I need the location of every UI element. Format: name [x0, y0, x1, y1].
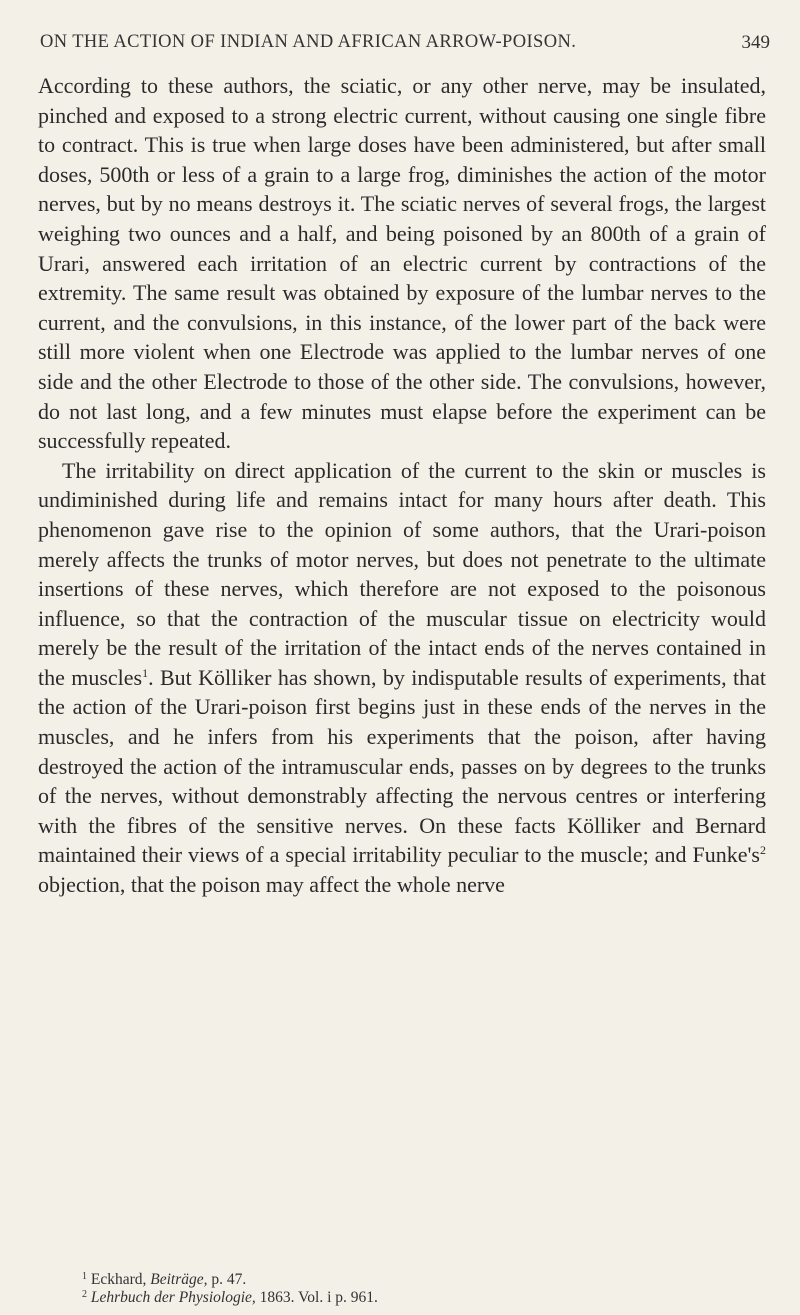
running-title: ON THE ACTION OF INDIAN AND AFRICAN ARROW-POISON.	[40, 32, 577, 52]
footnote-2-work: Lehrbuch der Physiologie,	[90, 1289, 256, 1306]
footnote-2-marker: 2	[82, 1289, 87, 1300]
footnote-2-rest: 1863. Vol. i p. 961.	[259, 1289, 378, 1306]
paragraph-2	[38, 456, 766, 900]
footnote-1-rest: p. 47.	[211, 1271, 247, 1288]
footnote-2	[82, 1289, 772, 1307]
paragraph-1: According to these authors, the sciatic, or any other nerve, may be insulated, pinched and exposed to a strong electric current, without causing one single fibre to contract. This is true when large doses have been administered, but after small doses, 500th or less of a grain to a large frog, diminishes the action of the motor nerves, but by no means destroys it. The sciatic nerves of several frogs, the largest weighing two ounces and a half, and being poisoned by an 800th of a grain of Urari, answered each irritation of an electric current by contractions of the extremity. The same result was obtained by exposure of the lumbar nerves to the current, and the convulsions, in this instance, of the lower part of the back were still more violent when one Electrode was applied to the lumbar nerves of one side and the other Electrode to those of the other side. The convulsions, however, do not last long, and a few minutes must elapse before the experiment can be successfully repeated.	[38, 73, 766, 454]
footnote-1-author: Eckhard,	[90, 1271, 147, 1288]
footnote-ref-1: 1	[142, 665, 149, 680]
footnote-ref-2: 2	[760, 843, 766, 858]
footnotes	[82, 1271, 772, 1307]
paragraph-2-part-c: objection, that the poison may affect the whole nerve	[38, 872, 505, 898]
footnote-1-marker: 1	[82, 1271, 87, 1282]
paragraph-2-part-a: The irritability on direct application of the current to the skin or muscles is undiminished during life and remains intact for many hours after death. This phenomenon gave rise to the opinion of some authors, that the Urari-poison merely affects the trunks of motor nerves, but does not penetrate to the ultimate insertions of these nerves, which therefore are not exposed to the poisonous influence, so that the contraction of the muscular tissue on electricity would merely be the result of the irritation of the intact ends of the nerves contained in the muscles	[38, 457, 766, 690]
running-head	[36, 32, 770, 62]
footnote-1-work: Beiträge,	[150, 1271, 208, 1288]
body-text	[38, 71, 766, 900]
footnote-1	[82, 1271, 772, 1289]
page-number: 349	[741, 32, 770, 53]
paragraph-2-part-b: . But Kölliker has shown, by indisputable results of experiments, that the action of the Urari-poison first begins just in these ends of the nerves in the muscles, and he infers from his experiments that the poison, after having destroyed the action of the intramuscular ends, passes on by degrees to the trunks of the nerves, without demonstrably affecting the nervous centres or interfering with the fibres of the sensitive nerves. On these facts Kölliker and Bernard maintained their views of a special irritability peculiar to the muscle; and Funke's	[38, 664, 766, 868]
